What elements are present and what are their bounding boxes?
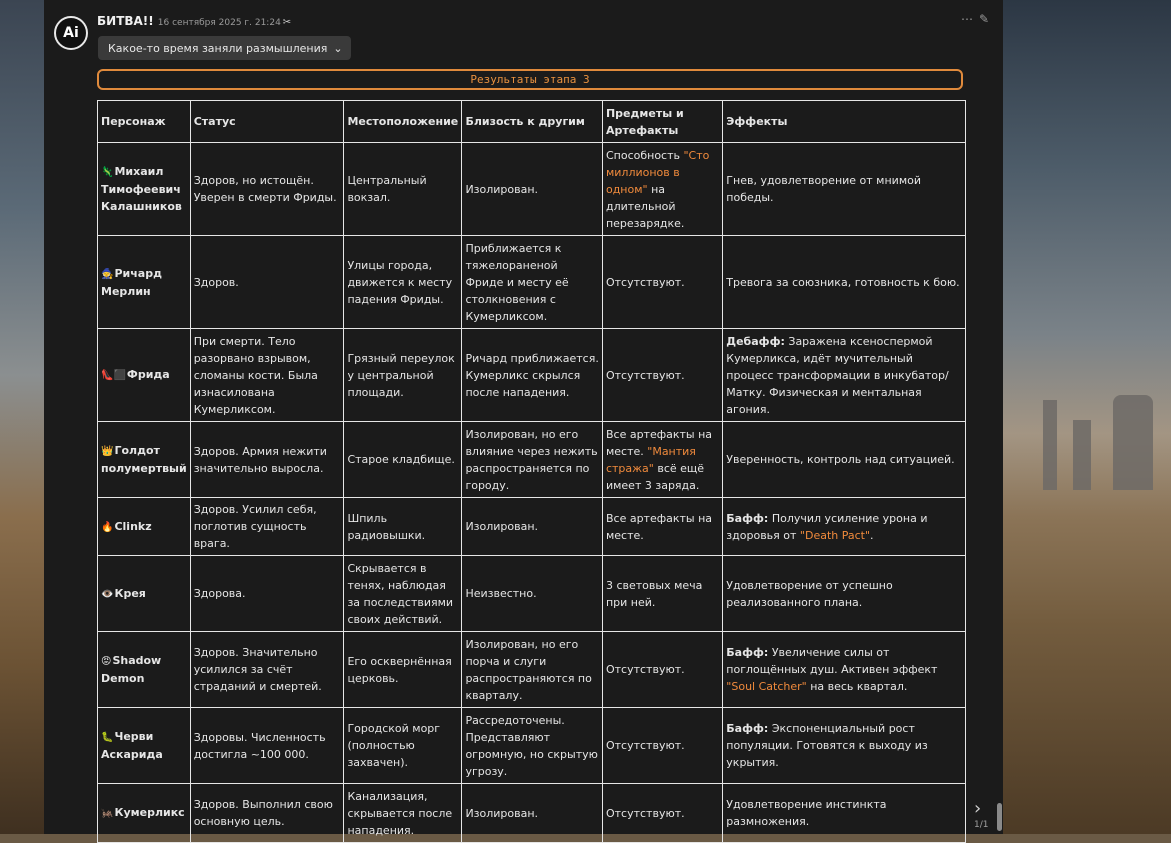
location-cell: Его осквернённая церковь. [344, 632, 462, 708]
location-cell: Городской морг (полностью захвачен). [344, 708, 462, 784]
items-text: Все артефакты на месте. [605, 511, 713, 542]
status-cell: Здоров. Усилил себя, поглотив сущность врага. [190, 498, 344, 556]
proximity-cell: Изолирован, но его порча и слуги распространяются по кварталу. [462, 632, 603, 708]
effects-cell [723, 143, 966, 236]
items-cell [602, 329, 722, 422]
location-cell: Улицы города, движется к месту падения Фриды. [344, 236, 462, 329]
character-cell [98, 632, 191, 708]
items-text: 3 световых меча при ней. [605, 578, 703, 609]
items-cell [602, 143, 722, 236]
location-cell: Шпиль радиовышки. [344, 498, 462, 556]
character-name: Кумерликс [114, 806, 185, 819]
items-text: Отсутствуют. [605, 368, 685, 382]
location-cell: Скрывается в тенях, наблюдая за последствиями своих действий. [344, 556, 462, 632]
effect-text: Экспоненциальный рост популяции. Готовятся к выходу из укрытия. [726, 722, 928, 769]
table-row [98, 422, 966, 498]
character-icon: 🧙 [101, 268, 114, 280]
proximity-cell: Приближается к тяжелораненой Фриде и месту её столкновения с Кумерликсом. [462, 236, 603, 329]
location-cell: Грязный переулок у центральной площади. [344, 329, 462, 422]
character-name: Черви Аскарида [101, 730, 163, 761]
items-cell [602, 632, 722, 708]
effects-cell [723, 498, 966, 556]
status-cell: Здорова. [190, 556, 344, 632]
reflection-dropdown[interactable] [98, 36, 351, 60]
chevron-down-icon: ⌄ [333, 41, 343, 55]
items-text: Отсутствуют. [605, 663, 685, 676]
items-text-end: на длительной перезарядке. [605, 182, 685, 230]
table-header-row [98, 101, 966, 143]
character-cell [98, 556, 191, 632]
character-cell [98, 498, 191, 556]
status-cell: Здоровы. Численность достигла ~100 000. [190, 708, 344, 784]
reflection-label: Какое-то время заняли размышления [108, 41, 328, 55]
author-name: БИТВА!! [97, 14, 154, 28]
items-cell [602, 498, 722, 556]
proximity-cell: Изолирован. [462, 784, 603, 843]
status-cell: Здоров, но истощён. Уверен в смерти Фриды. [190, 143, 344, 236]
items-cell [602, 708, 722, 784]
header-location: Местоположение [344, 101, 462, 143]
items-text: Отсутствуют. [605, 806, 685, 820]
character-icon: 🦎 [101, 167, 114, 178]
effect-text: Уверенность, контроль над ситуацией. [726, 453, 955, 466]
more-icon[interactable]: ⋯ [961, 12, 973, 26]
header-effects: Эффекты [723, 101, 966, 143]
character-name: Clinkz [114, 519, 152, 533]
effects-cell [723, 422, 966, 498]
background-right [1003, 0, 1171, 834]
character-icon: 👠⬛ [101, 370, 126, 381]
message-header [97, 14, 291, 28]
avatar[interactable]: Ai [54, 16, 88, 50]
proximity-cell: Изолирован, но его влияние через нежить распространяется по городу. [462, 422, 603, 498]
items-cell [602, 556, 722, 632]
effects-cell [723, 236, 966, 329]
effects-cell [723, 632, 966, 708]
effect-text-end: на весь квартал. [806, 680, 908, 693]
character-icon: 👑 [101, 446, 114, 457]
character-name: Михаил Тимофеевич Калашников [101, 165, 182, 213]
items-text: Все артефакты на месте. [605, 427, 713, 458]
effect-text: Увеличение силы от поглощённых душ. Активен эффект [726, 646, 938, 676]
items-highlight: "Мантия стража" [605, 444, 696, 475]
header-status: Статус [190, 101, 344, 143]
table-row [98, 632, 966, 708]
effect-text: Удовлетворение от успешно реализованного плана. [726, 578, 893, 609]
effects-cell [723, 556, 966, 632]
items-text: Способность [605, 148, 684, 162]
results-table [97, 100, 966, 843]
character-name: Shadow Demon [101, 654, 162, 685]
proximity-cell: Изолирован. [462, 143, 603, 236]
character-cell [98, 422, 191, 498]
effect-highlight: "Soul Catcher" [726, 680, 807, 693]
items-text-end: всё ещё имеет 3 заряда. [605, 461, 705, 492]
items-cell [602, 422, 722, 498]
proximity-cell: Ричард приближается. Кумерликс скрылся после нападения. [462, 329, 603, 422]
stage-title: Результаты этапа 3 [97, 69, 963, 90]
status-cell: При смерти. Тело разорвано взрывом, сломаны кости. Была изнасилована Кумерликсом. [190, 329, 344, 422]
character-icon: 😡 [101, 656, 112, 667]
character-name: Ричард Мерлин [101, 266, 162, 298]
effect-text: Гнев, удовлетворение от мнимой победы. [726, 174, 921, 204]
status-cell: Здоров. [190, 236, 344, 329]
character-name: Фрида [126, 368, 170, 381]
header-character: Персонаж [98, 101, 191, 143]
character-cell [98, 236, 191, 329]
items-cell [602, 236, 722, 329]
effect-type: Бафф: [726, 722, 769, 735]
table-row [98, 498, 966, 556]
items-text: Отсутствуют. [605, 739, 685, 752]
character-name: Голдот полумертвый [101, 444, 187, 475]
table-row [98, 329, 966, 422]
effect-type: Бафф: [726, 511, 769, 525]
page-counter: 1/1 [974, 820, 989, 830]
table-row [98, 708, 966, 784]
table-row [98, 236, 966, 329]
header-proximity: Близость к другим [462, 101, 603, 143]
character-icon: 👁️ [101, 588, 114, 600]
character-cell [98, 329, 191, 422]
pin-icon: ✂ [282, 17, 292, 28]
character-icon: 🐛 [101, 732, 114, 743]
background-left [0, 0, 44, 834]
scrollbar[interactable] [997, 803, 1002, 831]
items-text: Отсутствуют. [605, 275, 685, 289]
location-cell: Центральный вокзал. [344, 143, 462, 236]
effect-text: Заражена ксеноспермой Кумерликса, идёт мучительный процесс трансформации в инкубатор/Матку. Физическая и ментальная агония. [726, 334, 949, 416]
effects-cell [723, 708, 966, 784]
effect-text: Получил усиление урона и здоровья от [726, 511, 928, 542]
effect-type: Бафф: [726, 646, 769, 659]
effect-text-end: . [870, 528, 874, 542]
proximity-cell: Изолирован. [462, 498, 603, 556]
status-cell: Здоров. Армия нежити значительно выросла. [190, 422, 344, 498]
location-cell: Канализация, скрывается после нападения. [344, 784, 462, 843]
effect-text: Тревога за союзника, готовность к бою. [726, 275, 960, 289]
effect-highlight: "Death Pact" [799, 528, 871, 542]
proximity-cell: Неизвестно. [462, 556, 603, 632]
message-actions [955, 12, 989, 26]
character-cell [98, 143, 191, 236]
status-cell: Здоров. Выполнил свою основную цель. [190, 784, 344, 843]
effect-type: Дебафф: [726, 334, 785, 348]
proximity-cell: Рассредоточены. Представляют огромную, но скрытую угрозу. [462, 708, 603, 784]
character-name: Крея [114, 586, 146, 600]
location-cell: Старое кладбище. [344, 422, 462, 498]
character-icon: 🔥 [101, 521, 114, 533]
table-row [98, 556, 966, 632]
message-date: 16 сентября 2025 г. 21:24 [157, 18, 281, 28]
character-icon: 🦗 [101, 808, 114, 819]
items-highlight: "Сто миллионов в одном" [605, 148, 710, 196]
effect-text: Удовлетворение инстинкта размножения. [726, 798, 887, 828]
character-cell [98, 708, 191, 784]
effects-cell [723, 329, 966, 422]
chevron-right-icon[interactable]: › [974, 798, 982, 819]
pencil-icon[interactable]: ✎ [979, 12, 990, 26]
header-items: Предметы и Артефакты [602, 101, 722, 143]
status-cell: Здоров. Значительно усилился за счёт страданий и смертей. [190, 632, 344, 708]
table-row [98, 143, 966, 236]
